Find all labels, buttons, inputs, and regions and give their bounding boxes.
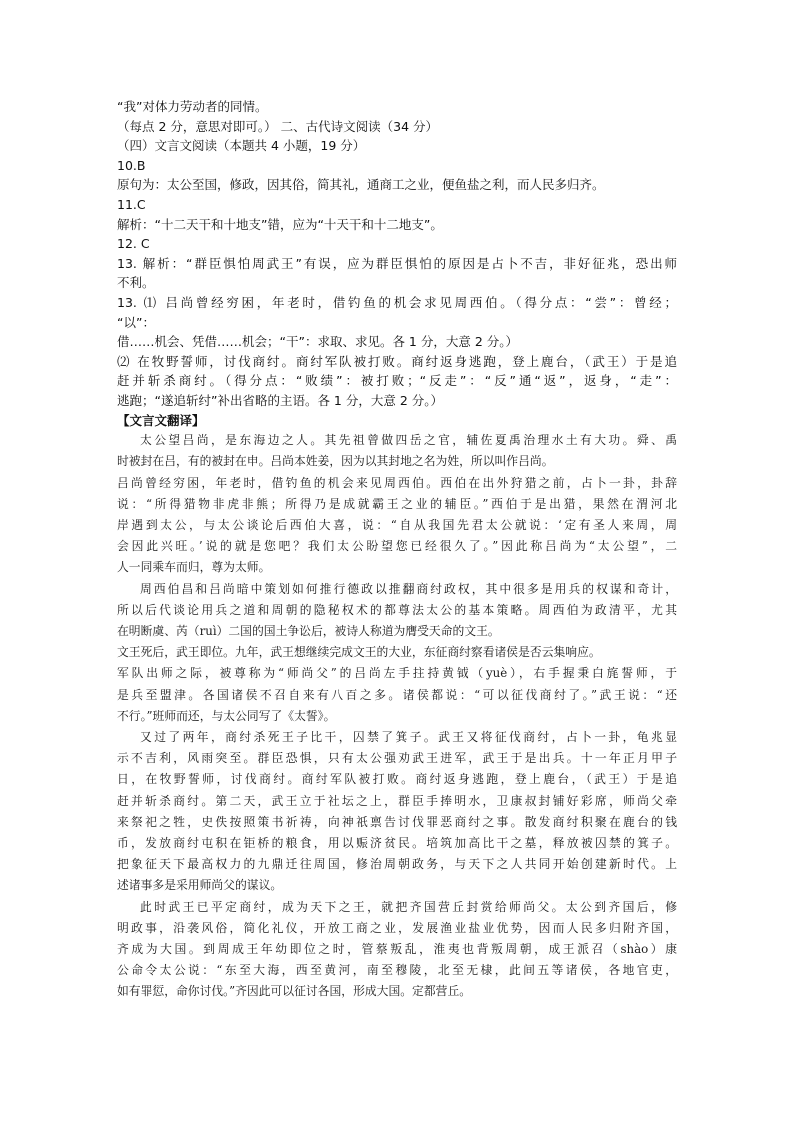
answer-line: “以”： [117, 314, 155, 330]
translation-line: 时被封在吕，有的被封在申。吕尚本姓姜，因为以其封地之名为姓，所以叫作吕尚。 [117, 454, 554, 469]
translation-line: 日，在牧野誓师，讨伐商纣。商纣军队被打败。商纣返身逃跑，登上鹿台，（武王）于是追 [117, 772, 677, 787]
translation-line: 文王死后，武王即位。九年，武王想继续完成文王的大业，东征商纣察看诸侯是否云集响应。 [117, 645, 601, 660]
translation-line: 会因此兴旺。’说的就是您吧？我们太公盼望您已经很久了。”因此称吕尚为“太公望”，二 [117, 539, 677, 554]
answer-line: 11.C [117, 196, 146, 212]
answer-line: 12. C [117, 236, 150, 252]
translation-line: 来祭祀之牲，史佚按照策书祈祷，向神祇禀告讨伐罪恶商纣之事。散发商纣积聚在鹿台的钱 [117, 814, 677, 829]
translation-line: 明政事，沿袭风俗，简化礼仪，开放工商之业，发展渔业盐业优势，因而人民多归附齐国， [117, 920, 677, 935]
answer-line: （四）文言文阅读（本题共 4 小题，19 分） [117, 138, 366, 154]
answer-line: 13. ⑴ 吕尚曾经穷困，年老时，借钓鱼的机会求见周西伯。（得分点：“尝”：曾经； [117, 294, 677, 310]
answer-section [117, 97, 677, 411]
translation-line: 是兵至盟津。各国诸侯不召自来有八百之多。诸侯都说：“可以征伐商纣了。”武王说：“还 [117, 687, 677, 702]
answer-line: “我”对体力劳动者的同情。 [117, 99, 268, 114]
answer-line: 不利。 [117, 275, 155, 291]
answer-line: 解析：“十二天干和十地支”错，应为“十天干和十二地支”。 [117, 216, 443, 232]
answer-line: 赶并斩杀商纣。（得分点：“败绩”：被打败；“反走”：“反”通“返”，返身，“走”： [117, 373, 677, 389]
document-page [117, 97, 677, 1003]
answer-line: 借……机会、凭借……机会；“干”：求取、求见。各 1 分，大意 2 分。） [117, 334, 519, 350]
translation-line: 此时武王已平定商纣，成为天下之王，就把齐国营丘封赏给师尚父。太公到齐国后，修 [140, 899, 677, 914]
answer-line: 13. 解析：“群臣惧怕周武王”有误，应为群臣惧怕的原因是占卜不吉，非好征兆，恐出师 [117, 255, 677, 271]
answer-line: 10.B [117, 157, 146, 173]
translation-heading: 【文言文翻译】 [117, 412, 205, 428]
translation-line: 在明断虞、芮（ruì）二国的国土争讼后，被诗人称道为膺受天命的文王。 [117, 623, 500, 638]
translation-line: 示不吉利，风雨突至。群臣恐惧，只有太公强劝武王进军，武王于是出兵。十一年正月甲子 [117, 751, 677, 766]
translation-line: 不行。”班师而还，与太公同写了《太誓》。 [117, 708, 336, 723]
translation-line: 把象征天下最高权力的九鼎迁往周国，修治周朝政务，与天下之人共同开始创建新时代。上 [117, 857, 677, 872]
translation-line: 如有罪愆，命你讨伐。”齐因此可以征讨各国，形成大国。定都营丘。 [117, 984, 472, 999]
translation-line: 币，发放商纣屯积在钜桥的粮食，用以赈济贫民。培筑加高比干之墓，释放被囚禁的箕子。 [117, 835, 677, 850]
translation-line: 说：“所得猎物非虎非熊；所得乃是成就霸王之业的辅臣。”西伯于是出猎，果然在渭河北 [117, 496, 677, 511]
translation-line: 人一同乘车而归，尊为太师。 [117, 560, 271, 575]
translation-line: 又过了两年，商纣杀死王子比干，囚禁了箕子。武王又将征伐商纣，占卜一卦，龟兆显 [140, 729, 677, 744]
translation-line: 军队出师之际，被尊称为“师尚父”的吕尚左手拄持黄钺（yuè），右手握秉白旄誓师，于 [117, 666, 677, 681]
translation-line: 赶并斩杀商纣。第二天，武王立于社坛之上，群臣手捧明水，卫康叔封铺好彩席，师尚父牵 [117, 793, 677, 808]
answer-line: ⑵ 在牧野誓师，讨伐商纣。商纣军队被打败。商纣返身逃跑，登上鹿台，（武王）于是追 [117, 353, 677, 369]
translation-section [117, 411, 677, 1003]
translation-line: 岸遇到太公，与太公谈论后西伯大喜，说：“自从我国先君太公就说：‘定有圣人来周，周 [117, 517, 677, 532]
translation-line: 公命令太公说：“东至大海，西至黄河，南至穆陵，北至无棣，此间五等诸侯，各地官吏， [117, 963, 677, 978]
translation-line: 齐成为大国。到周成王年幼即位之时，管蔡叛乱，淮夷也背叛周朝，成王派召（shào）康 [117, 941, 677, 956]
translation-line: 太公望吕尚，是东海边之人。其先祖曾做四岳之官，辅佐夏禹治理水土有大功。舜、禹 [140, 433, 677, 448]
translation-line: 述诸事多是采用师尚父的谋议。 [117, 878, 283, 893]
translation-line: 周西伯昌和吕尚暗中策划如何推行德政以推翻商纣政权，其中很多是用兵的权谋和奇计， [140, 581, 677, 596]
answer-line: （每点 2 分，意思对即可。） 二、古代诗文阅读（34 分） [117, 118, 439, 134]
answer-line: 逃跑；“遂追斩纣”补出省略的主语。各 1 分，大意 2 分。） [117, 392, 444, 408]
answer-line: 原句为：太公至国，修政，因其俗，简其礼，通商工之业，便鱼盐之利，而人民多归齐。 [117, 177, 605, 193]
translation-line: 所以后代谈论用兵之道和周朝的隐秘权术的都尊法太公的基本策略。周西伯为政清平，尤其 [117, 602, 677, 617]
translation-line: 吕尚曾经穷困，年老时，借钓鱼的机会来见周西伯。西伯在出外狩猎之前，占卜一卦，卦辞 [117, 475, 677, 490]
